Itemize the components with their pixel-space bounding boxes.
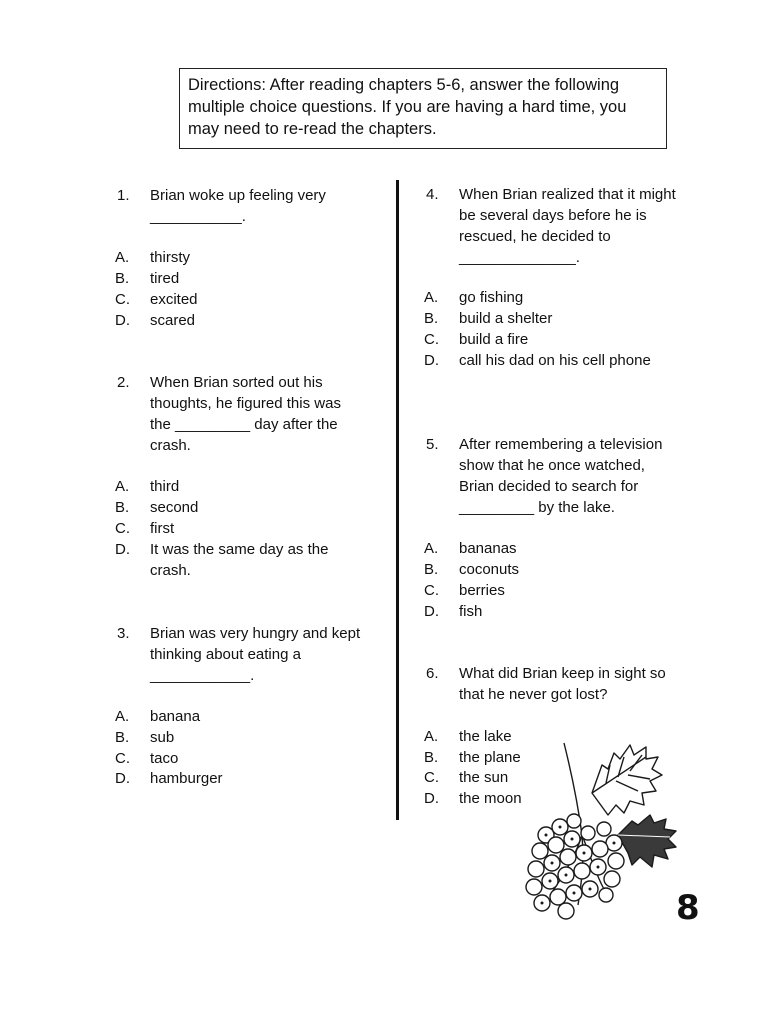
question-3-option-d <box>115 768 223 789</box>
question-2-option-b <box>115 497 199 518</box>
option-text: sub <box>150 729 175 746</box>
option-letter: A. <box>424 728 439 745</box>
option-letter: B. <box>115 270 130 287</box>
option-text: second <box>150 499 199 516</box>
question-4-text: When Brian realized that it might be several days before he is rescued, he decided to ______________. <box>459 186 676 266</box>
question-5-number: 5. <box>426 436 439 453</box>
question-3-option-b <box>115 727 175 748</box>
option-letter: B. <box>115 729 130 746</box>
question-2 <box>117 372 365 456</box>
question-4-option-a <box>424 287 524 308</box>
question-1-option-d <box>115 310 196 331</box>
option-letter: C. <box>424 331 439 348</box>
option-text: taco <box>150 750 179 767</box>
option-text: build a shelter <box>459 310 553 327</box>
option-text: fish <box>459 603 483 620</box>
option-letter: C. <box>424 769 439 786</box>
berry-branch-icon <box>520 735 680 925</box>
question-6-option-d <box>424 788 522 809</box>
option-text: go fishing <box>459 289 524 306</box>
option-letter: A. <box>424 540 439 557</box>
option-text: thirsty <box>150 249 191 266</box>
option-text: hamburger <box>150 770 223 787</box>
question-2-option-d <box>115 539 350 581</box>
option-letter: C. <box>115 750 130 767</box>
option-text: banana <box>150 708 201 725</box>
option-text: the plane <box>459 749 521 766</box>
question-1-option-b <box>115 268 180 289</box>
option-text: build a fire <box>459 331 529 348</box>
question-3 <box>117 623 385 686</box>
option-text: bananas <box>459 540 517 557</box>
page-number: 8 <box>676 888 700 928</box>
question-2-option-a <box>115 476 180 497</box>
option-letter: D. <box>115 312 130 329</box>
option-letter: C. <box>424 582 439 599</box>
question-6-number: 6. <box>426 665 439 682</box>
question-6-text: What did Brian keep in sight so that he never got lost? <box>459 665 666 703</box>
question-4-option-b <box>424 308 553 329</box>
column-divider <box>396 180 399 820</box>
option-letter: B. <box>424 561 439 578</box>
question-2-text: When Brian sorted out his thoughts, he figured this was the _________ day after the crash. <box>150 374 341 454</box>
option-text: It was the same day as the crash. <box>150 541 329 579</box>
question-1-number: 1. <box>117 187 130 204</box>
option-letter: B. <box>115 499 130 516</box>
question-6-option-b <box>424 747 521 768</box>
option-text: the lake <box>459 728 512 745</box>
option-text: berries <box>459 582 505 599</box>
option-text: first <box>150 520 175 537</box>
question-1-option-c <box>115 289 198 310</box>
question-3-text: Brian was very hungry and kept thinking about eating a ____________. <box>150 625 361 684</box>
question-4-number: 4. <box>426 186 439 203</box>
question-5-text: After remembering a television show that he once watched, Brian decided to search for _________ by the lake. <box>459 436 663 516</box>
question-1-option-a <box>115 247 191 268</box>
question-4-option-d <box>424 350 651 371</box>
question-4 <box>426 184 679 268</box>
directions-box: Directions: After reading chapters 5-6, answer the following multiple choice questions. If you are having a hard time, you may need to re-read the chapters. <box>179 68 667 149</box>
option-letter: A. <box>115 249 130 266</box>
option-text: coconuts <box>459 561 520 578</box>
option-text: the sun <box>459 769 509 786</box>
option-letter: A. <box>115 478 130 495</box>
option-letter: D. <box>424 352 439 369</box>
option-text: third <box>150 478 180 495</box>
question-5-option-c <box>424 580 505 601</box>
question-6-option-a <box>424 726 512 747</box>
option-letter: D. <box>424 603 439 620</box>
question-3-option-c <box>115 748 179 769</box>
question-5-option-a <box>424 538 517 559</box>
question-5 <box>426 434 679 518</box>
option-text: scared <box>150 312 196 329</box>
option-text: the moon <box>459 790 522 807</box>
question-2-option-c <box>115 518 175 539</box>
question-5-option-d <box>424 601 483 622</box>
option-letter: B. <box>424 310 439 327</box>
question-6-option-c <box>424 767 509 788</box>
option-text: call his dad on his cell phone <box>459 352 651 369</box>
option-letter: D. <box>115 770 130 787</box>
option-letter: B. <box>424 749 439 766</box>
option-letter: A. <box>115 708 130 725</box>
question-3-number: 3. <box>117 625 130 642</box>
option-text: excited <box>150 291 198 308</box>
option-letter: C. <box>115 520 130 537</box>
option-letter: D. <box>424 790 439 807</box>
question-1 <box>117 185 385 227</box>
question-3-option-a <box>115 706 201 727</box>
question-6 <box>426 663 679 705</box>
question-4-option-c <box>424 329 529 350</box>
question-5-option-b <box>424 559 520 580</box>
option-letter: D. <box>115 541 130 558</box>
option-text: tired <box>150 270 180 287</box>
question-2-number: 2. <box>117 374 130 391</box>
option-letter: A. <box>424 289 439 306</box>
question-1-text: Brian woke up feeling very ___________. <box>150 187 326 225</box>
option-letter: C. <box>115 291 130 308</box>
